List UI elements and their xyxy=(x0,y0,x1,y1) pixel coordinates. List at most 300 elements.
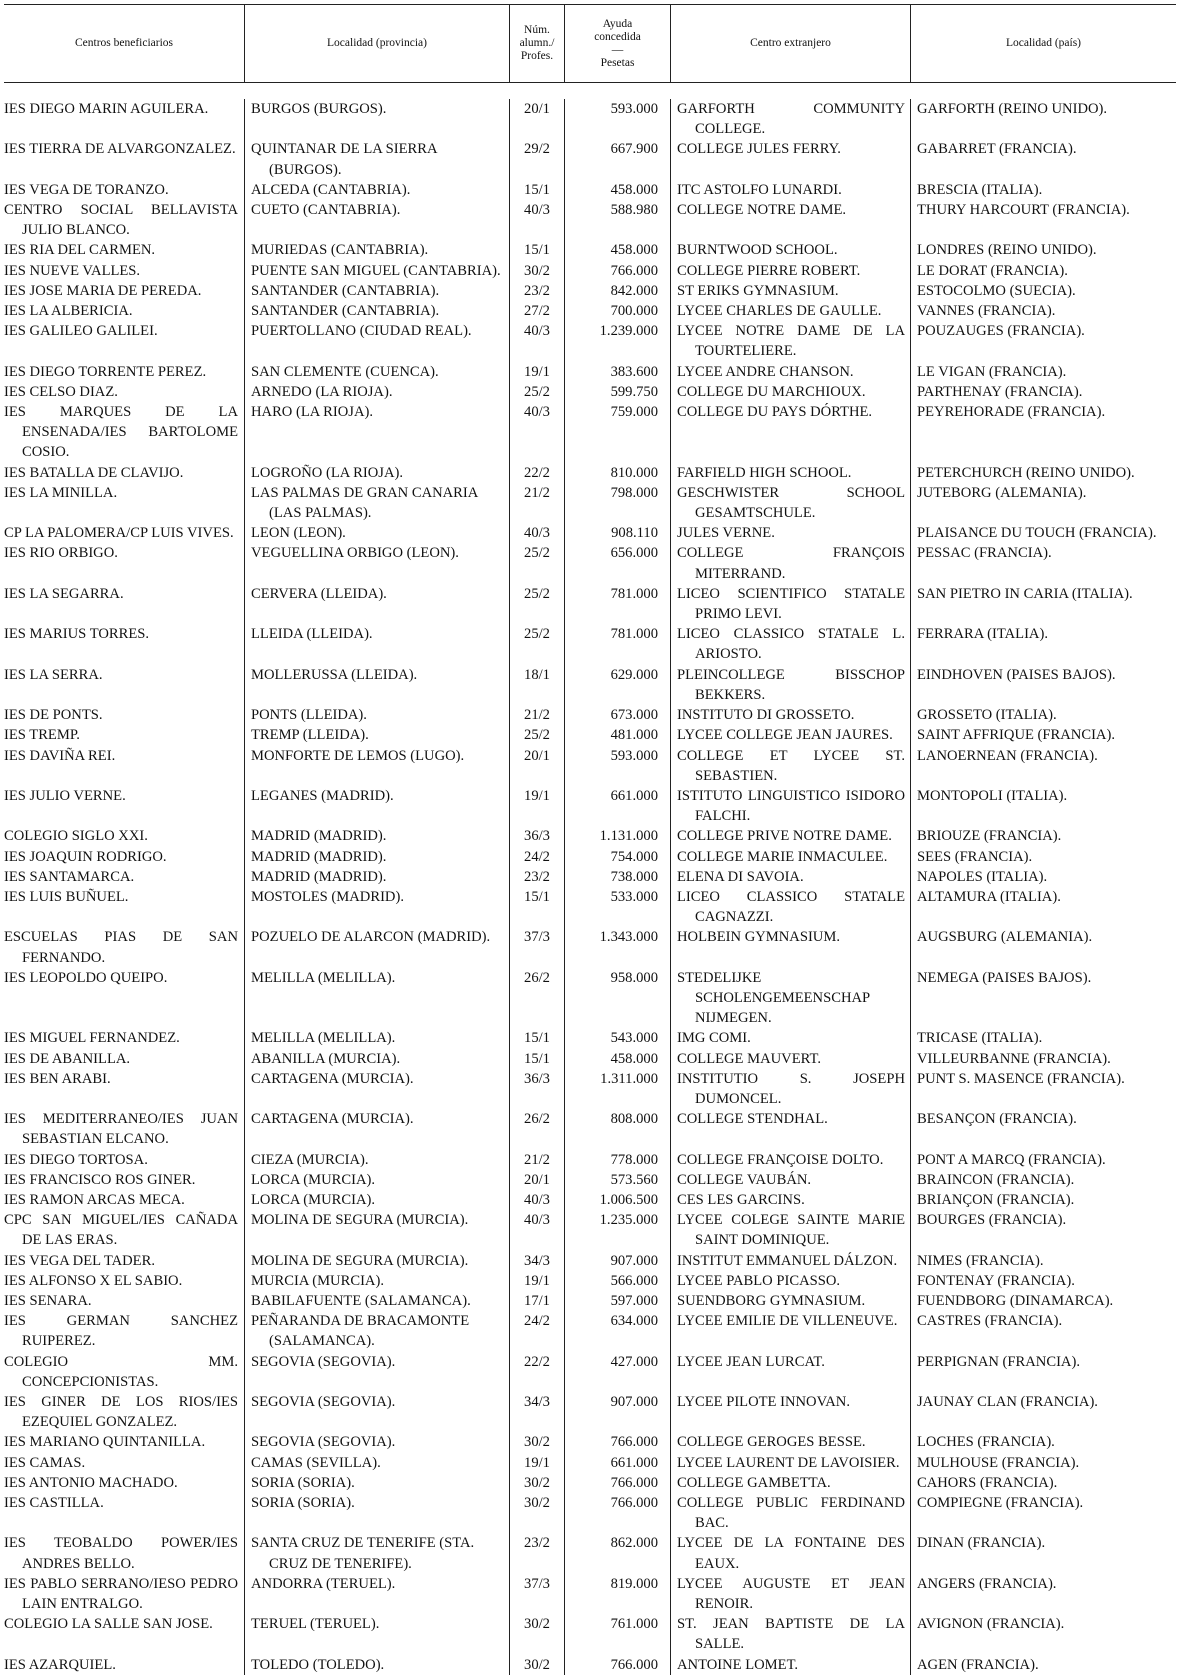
cell-pais: SAN PIETRO IN CARIA (ITALIA). xyxy=(917,585,1133,602)
cell-ayuda: 661.000 xyxy=(610,787,658,804)
cell-num: 40/3 xyxy=(524,1212,550,1229)
cell-extranjero: SUENDBORG GYMNASIUM. xyxy=(677,1292,866,1309)
cell-extranjero: COLLEGE ET LYCEE ST. SEBASTIEN. xyxy=(677,747,905,784)
cell-pais: LANOERNEAN (FRANCIA). xyxy=(917,747,1098,764)
cell-pais: PUNT S. MASENCE (FRANCIA). xyxy=(917,1070,1125,1087)
header-centros: Centros beneficiarios xyxy=(74,37,174,49)
cell-ayuda: 761.000 xyxy=(610,1616,658,1633)
cell-pais: LONDRES (REINO UNIDO). xyxy=(917,242,1097,259)
cell-centro: IES DAVIÑA REI. xyxy=(4,747,116,764)
cell-localidad: PONTS (LLEIDA). xyxy=(251,707,367,724)
cell-num: 23/2 xyxy=(524,282,550,299)
cell-num: 37/3 xyxy=(524,929,550,946)
cell-num: 30/2 xyxy=(524,1474,550,1491)
cell-num: 23/2 xyxy=(524,868,550,885)
cell-ayuda: 1.311.000 xyxy=(600,1070,658,1087)
cell-ayuda: 754.000 xyxy=(610,848,658,865)
cell-localidad: MURIEDAS (CANTABRIA). xyxy=(251,242,429,259)
cell-num: 18/1 xyxy=(524,666,550,683)
cell-centro: IES LA SEGARRA. xyxy=(4,585,124,602)
cell-num: 15/1 xyxy=(524,181,550,198)
cell-centro: IES TREMP. xyxy=(4,727,80,744)
cell-extranjero: COLLEGE MAUVERT. xyxy=(677,1050,821,1067)
cell-extranjero: COLLEGE PIERRE ROBERT. xyxy=(677,262,861,279)
cell-pais: GABARRET (FRANCIA). xyxy=(917,141,1077,158)
cell-ayuda: 798.000 xyxy=(610,484,658,501)
cell-pais: PERPIGNAN (FRANCIA). xyxy=(917,1353,1080,1370)
cell-extranjero: LYCEE CHARLES DE GAULLE. xyxy=(677,303,882,320)
cell-ayuda: 808.000 xyxy=(610,1111,658,1128)
cell-ayuda: 661.000 xyxy=(610,1454,658,1471)
cell-extranjero: ITC ASTOLFO LUNARDI. xyxy=(677,181,842,198)
cell-extranjero: ST ERIKS GYMNASIUM. xyxy=(677,282,839,299)
cell-extranjero: COLLEGE STENDHAL. xyxy=(677,1111,828,1128)
cell-centro: IES LUIS BUÑUEL. xyxy=(4,888,129,905)
cell-ayuda: 766.000 xyxy=(610,1495,658,1512)
cell-ayuda: 766.000 xyxy=(610,262,658,279)
column-extranjero xyxy=(670,99,910,1675)
cell-ayuda: 908.110 xyxy=(611,525,658,542)
column-ayuda xyxy=(564,99,670,1675)
cell-num: 25/2 xyxy=(524,383,550,400)
cell-num: 36/3 xyxy=(524,828,550,845)
cell-ayuda: 781.000 xyxy=(610,585,658,602)
cell-pais: JUTEBORG (ALEMANIA). xyxy=(917,484,1087,501)
cell-centro: IES LA SERRA. xyxy=(4,666,103,683)
cell-ayuda: 958.000 xyxy=(610,969,658,986)
cell-centro: IES RIO ORBIGO. xyxy=(4,545,118,562)
table-body xyxy=(4,83,1176,1675)
cell-localidad: SORIA (SORIA). xyxy=(251,1495,355,1512)
cell-localidad: BURGOS (BURGOS). xyxy=(251,101,387,117)
cell-extranjero: INSTITUTIO S. JOSEPH DUMONCEL. xyxy=(677,1070,905,1107)
cell-localidad: PUERTOLLANO (CIUDAD REAL). xyxy=(251,323,472,340)
cell-ayuda: 1.131.000 xyxy=(599,828,658,845)
cell-pais: AGEN (FRANCIA). xyxy=(917,1656,1039,1673)
cell-centro: IES FRANCISCO ROS GINER. xyxy=(4,1171,196,1188)
cell-num: 22/2 xyxy=(524,464,550,481)
cell-extranjero: COLLEGE DU PAYS DÓRTHE. xyxy=(677,404,873,421)
cell-num: 24/2 xyxy=(524,848,550,865)
cell-ayuda: 842.000 xyxy=(610,282,658,299)
cell-localidad: MADRID (MADRID). xyxy=(251,868,387,885)
cell-num: 36/3 xyxy=(524,1070,550,1087)
cell-num: 20/1 xyxy=(524,747,550,764)
cell-num: 25/2 xyxy=(524,585,550,602)
cell-num: 29/2 xyxy=(524,141,550,158)
cell-centro: IES BATALLA DE CLAVIJO. xyxy=(4,464,184,481)
cell-pais: VILLEURBANNE (FRANCIA). xyxy=(917,1050,1111,1067)
cell-centro: IES BEN ARABI. xyxy=(4,1070,111,1087)
header-ayuda-line2: concedida xyxy=(594,30,641,43)
column-localidad xyxy=(244,99,509,1675)
cell-num: 19/1 xyxy=(524,787,550,804)
cell-centro: CPC SAN MIGUEL/IES CAÑADA DE LAS ERAS. xyxy=(4,1212,238,1249)
cell-num: 40/3 xyxy=(524,323,550,340)
cell-extranjero: GARFORTH COMMUNITY COLLEGE. xyxy=(677,101,905,138)
cell-ayuda: 593.000 xyxy=(610,747,658,764)
cell-centro: IES MARIANO QUINTANILLA. xyxy=(4,1434,206,1451)
cell-ayuda: 593.000 xyxy=(610,101,658,117)
cell-localidad: CARTAGENA (MURCIA). xyxy=(251,1111,414,1128)
cell-localidad: SORIA (SORIA). xyxy=(251,1474,355,1491)
cell-ayuda: 1.006.500 xyxy=(599,1191,658,1208)
cell-centro: IES SENARA. xyxy=(4,1292,92,1309)
cell-num: 21/2 xyxy=(524,707,550,724)
cell-extranjero: INSTITUTO DI GROSSETO. xyxy=(677,707,855,724)
cell-pais: JAUNAY CLAN (FRANCIA). xyxy=(917,1394,1098,1410)
cell-localidad: CAMAS (SEVILLA). xyxy=(251,1454,381,1471)
cell-centro: IES MARIUS TORRES. xyxy=(4,626,150,643)
cell-extranjero: COLLEGE FRANÇOISE DOLTO. xyxy=(677,1151,884,1168)
cell-centro: IES ANTONIO MACHADO. xyxy=(4,1474,178,1491)
cell-localidad: SEGOVIA (SEGOVIA). xyxy=(251,1394,396,1410)
cell-localidad: SANTANDER (CANTABRIA). xyxy=(251,282,440,299)
header-num-line3: Profes. xyxy=(520,50,554,62)
cell-localidad: SEGOVIA (SEGOVIA). xyxy=(251,1353,396,1370)
cell-extranjero: COLLEGE PRIVE NOTRE DAME. xyxy=(677,828,892,845)
cell-extranjero: LYCEE DE LA FONTAINE DES EAUX. xyxy=(677,1535,905,1572)
cell-localidad: ABANILLA (MURCIA). xyxy=(251,1050,401,1067)
cell-ayuda: 629.000 xyxy=(610,666,658,683)
cell-centro: IES DE PONTS. xyxy=(4,707,103,724)
cell-pais: BESANÇON (FRANCIA). xyxy=(917,1111,1077,1128)
cell-centro: IES DIEGO MARIN AGUILERA. xyxy=(4,101,209,117)
cell-num: 15/1 xyxy=(524,888,550,905)
cell-pais: EINDHOVEN (PAISES BAJOS). xyxy=(917,666,1116,683)
cell-ayuda: 481.000 xyxy=(610,727,658,744)
cell-pais: PARTHENAY (FRANCIA). xyxy=(917,383,1083,400)
column-pais xyxy=(910,99,1176,1675)
cell-localidad: MURCIA (MURCIA). xyxy=(251,1272,384,1289)
cell-ayuda: 1.239.000 xyxy=(599,323,658,340)
cell-localidad: MELILLA (MELILLA). xyxy=(251,969,396,986)
cell-centro: IES GALILEO GALILEI. xyxy=(4,323,158,340)
header-ayuda-line4: Pesetas xyxy=(600,56,635,69)
cell-ayuda: 1.235.000 xyxy=(599,1212,658,1229)
cell-num: 30/2 xyxy=(524,262,550,279)
cell-pais: BRESCIA (ITALIA). xyxy=(917,181,1043,198)
header-localidad: Localidad (provincia) xyxy=(244,5,509,82)
cell-num: 20/1 xyxy=(524,1171,550,1188)
cell-localidad: MADRID (MADRID). xyxy=(251,848,387,865)
cell-localidad: MOLLERUSSA (LLEIDA). xyxy=(251,666,418,683)
cell-centro: IES DIEGO TORRENTE PEREZ. xyxy=(4,363,207,380)
cell-localidad: MOLINA DE SEGURA (MURCIA). xyxy=(251,1212,469,1229)
cell-ayuda: 738.000 xyxy=(610,868,658,885)
cell-pais: AVIGNON (FRANCIA). xyxy=(917,1616,1065,1633)
cell-pais: PESSAC (FRANCIA). xyxy=(917,545,1052,562)
cell-pais: DINAN (FRANCIA). xyxy=(917,1535,1046,1552)
cell-localidad: VEGUELLINA ORBIGO (LEON). xyxy=(251,545,459,562)
cell-localidad: BABILAFUENTE (SALAMANCA). xyxy=(251,1292,471,1309)
cell-extranjero: LYCEE NOTRE DAME DE LA TOURTELIERE. xyxy=(677,323,905,360)
cell-ayuda: 667.900 xyxy=(610,141,658,158)
cell-extranjero: LYCEE COLEGE SAINTE MARIE SAINT DOMINIQUE. xyxy=(677,1212,905,1249)
cell-pais: FONTENAY (FRANCIA). xyxy=(917,1272,1075,1289)
cell-localidad: SEGOVIA (SEGOVIA). xyxy=(251,1434,396,1451)
cell-ayuda: 907.000 xyxy=(610,1394,658,1410)
cell-centro: IES TIERRA DE ALVARGONZALEZ. xyxy=(4,141,236,158)
cell-extranjero: LICEO CLASSICO STATALE L. ARIOSTO. xyxy=(677,626,905,663)
cell-ayuda: 766.000 xyxy=(610,1474,658,1491)
cell-localidad: PUENTE SAN MIGUEL (CANTABRIA). xyxy=(251,262,501,279)
header-num xyxy=(509,5,564,82)
cell-num: 23/2 xyxy=(524,1535,550,1552)
cell-num: 15/1 xyxy=(524,1030,550,1047)
cell-centro: IES AZARQUIEL. xyxy=(4,1656,116,1673)
cell-centro: IES CAMAS. xyxy=(4,1454,86,1471)
cell-extranjero: COLLEGE FRANÇOIS MITERRAND. xyxy=(677,545,905,582)
cell-centro: IES VEGA DE TORANZO. xyxy=(4,181,169,198)
cell-extranjero: COLLEGE PUBLIC FERDINAND BAC. xyxy=(677,1495,905,1532)
cell-num: 25/2 xyxy=(524,545,550,562)
cell-extranjero: LYCEE PILOTE INNOVAN. xyxy=(677,1394,850,1410)
cell-centro: IES NUEVE VALLES. xyxy=(4,262,141,279)
cell-centro: IES MARQUES DE LA ENSENADA/IES BARTOLOME COSIO. xyxy=(4,404,238,461)
cell-num: 37/3 xyxy=(524,1575,550,1592)
cell-centro: IES JOSE MARIA DE PEREDA. xyxy=(4,282,202,299)
cell-num: 15/1 xyxy=(524,1050,550,1067)
header-extranjero: Centro extranjero xyxy=(670,5,910,82)
cell-localidad: CERVERA (LLEIDA). xyxy=(251,585,387,602)
cell-ayuda: 427.000 xyxy=(610,1353,658,1370)
header-pais: Localidad (país) xyxy=(910,5,1176,82)
cell-centro: IES DIEGO TORTOSA. xyxy=(4,1151,148,1168)
cell-extranjero: CES LES GARCINS. xyxy=(677,1191,805,1208)
cell-centro: COLEGIO MM. CONCEPCIONISTAS. xyxy=(4,1353,238,1390)
cell-num: 40/3 xyxy=(524,202,550,219)
cell-pais: ANGERS (FRANCIA). xyxy=(917,1575,1057,1592)
cell-localidad: MADRID (MADRID). xyxy=(251,828,387,845)
cell-extranjero: LYCEE PABLO PICASSO. xyxy=(677,1272,841,1289)
cell-localidad: HARO (LA RIOJA). xyxy=(251,404,374,421)
cell-localidad: POZUELO DE ALARCON (MADRID). xyxy=(251,929,491,946)
cell-localidad: PEÑARANDA DE BRACAMONTE (SALAMANCA). xyxy=(251,1313,470,1350)
cell-ayuda: 597.000 xyxy=(610,1292,658,1309)
cell-extranjero: LYCEE COLLEGE JEAN JAURES. xyxy=(677,727,893,744)
cell-pais: FUENDBORG (DINAMARCA). xyxy=(917,1292,1114,1309)
cell-pais: LE DORAT (FRANCIA). xyxy=(917,262,1068,279)
cell-centro: IES PABLO SERRANO/IESO PEDRO LAIN ENTRALGO. xyxy=(4,1575,238,1613)
header-num-line2: alumn./ xyxy=(519,37,555,49)
cell-extranjero: BURNTWOOD SCHOOL. xyxy=(677,242,838,259)
cell-centro: IES TEOBALDO POWER/IES ANDRES BELLO. xyxy=(4,1535,238,1572)
cell-pais: PONT A MARCQ (FRANCIA). xyxy=(917,1151,1106,1168)
cell-centro: IES ALFONSO X EL SABIO. xyxy=(4,1272,183,1289)
cell-extranjero: JULES VERNE. xyxy=(677,525,775,542)
cell-ayuda: 458.000 xyxy=(610,181,658,198)
cell-num: 21/2 xyxy=(524,1151,550,1168)
column-num xyxy=(509,99,564,1675)
column-centros xyxy=(4,99,244,1675)
cell-pais: TRICASE (ITALIA). xyxy=(917,1030,1043,1047)
cell-ayuda: 573.560 xyxy=(610,1171,658,1188)
header-ayuda-line1: Ayuda xyxy=(602,17,633,30)
cell-pais: THURY HARCOURT (FRANCIA). xyxy=(917,202,1130,219)
cell-pais: COMPIEGNE (FRANCIA). xyxy=(917,1495,1084,1512)
cell-localidad: CARTAGENA (MURCIA). xyxy=(251,1070,414,1087)
cell-ayuda: 656.000 xyxy=(610,545,658,562)
cell-extranjero: ISTITUTO LINGUISTICO ISIDORO FALCHI. xyxy=(677,787,905,825)
cell-num: 15/1 xyxy=(524,242,550,259)
cell-localidad: LORCA (MURCIA). xyxy=(251,1171,376,1188)
cell-pais: LOCHES (FRANCIA). xyxy=(917,1434,1055,1451)
cell-centro: IES CELSO DIAZ. xyxy=(4,383,118,400)
cell-pais: CASTRES (FRANCIA). xyxy=(917,1313,1063,1330)
cell-pais: AUGSBURG (ALEMANIA). xyxy=(917,929,1093,946)
cell-ayuda: 383.600 xyxy=(610,363,658,380)
cell-extranjero: STEDELIJKE SCHOLENGEMEENSCHAP NIJMEGEN. xyxy=(677,969,871,1027)
cell-ayuda: 458.000 xyxy=(610,1050,658,1067)
cell-extranjero: LICEO SCIENTIFICO STATALE PRIMO LEVI. xyxy=(677,585,905,623)
cell-centro: IES CASTILLA. xyxy=(4,1495,104,1512)
cell-extranjero: LYCEE LAURENT DE LAVOISIER. xyxy=(677,1454,900,1471)
cell-num: 22/2 xyxy=(524,1353,550,1370)
cell-localidad: LAS PALMAS DE GRAN CANARIA (LAS PALMAS). xyxy=(251,484,478,522)
cell-centro: IES RAMON ARCAS MECA. xyxy=(4,1191,185,1208)
cell-num: 21/2 xyxy=(524,484,550,501)
cell-ayuda: 700.000 xyxy=(610,303,658,320)
cell-localidad: LORCA (MURCIA). xyxy=(251,1191,376,1208)
cell-centro: IES GERMAN SANCHEZ RUIPEREZ. xyxy=(4,1313,238,1350)
cell-pais: MULHOUSE (FRANCIA). xyxy=(917,1454,1080,1471)
cell-pais: NEMEGA (PAISES BAJOS). xyxy=(917,969,1092,986)
cell-ayuda: 766.000 xyxy=(610,1656,658,1673)
header-ayuda xyxy=(564,5,670,82)
cell-centro: IES LA MINILLA. xyxy=(4,484,118,501)
cell-num: 26/2 xyxy=(524,1111,550,1128)
cell-extranjero: COLLEGE DU MARCHIOUX. xyxy=(677,383,866,400)
cell-extranjero: ELENA DI SAVOIA. xyxy=(677,868,804,885)
cell-extranjero: COLLEGE JULES FERRY. xyxy=(677,141,841,158)
cell-num: 34/3 xyxy=(524,1252,550,1269)
cell-extranjero: LYCEE ANDRE CHANSON. xyxy=(677,363,854,380)
cell-num: 19/1 xyxy=(524,1272,550,1289)
cell-pais: POUZAUGES (FRANCIA). xyxy=(917,323,1085,340)
cell-pais: BOURGES (FRANCIA). xyxy=(917,1212,1067,1229)
header-num-line1: Núm. xyxy=(524,24,550,36)
cell-pais: ALTAMURA (ITALIA). xyxy=(917,888,1061,905)
cell-num: 20/1 xyxy=(524,101,550,117)
cell-extranjero: INSTITUT EMMANUEL DÁLZON. xyxy=(677,1252,898,1269)
cell-num: 26/2 xyxy=(524,969,550,986)
cell-extranjero: COLLEGE NOTRE DAME. xyxy=(677,202,847,219)
cell-num: 25/2 xyxy=(524,727,550,744)
cell-extranjero: ST. JEAN BAPTISTE DE LA SALLE. xyxy=(677,1616,905,1653)
cell-centro: IES LA ALBERICIA. xyxy=(4,303,133,320)
cell-ayuda: 458.000 xyxy=(610,242,658,259)
cell-localidad: SANTANDER (CANTABRIA). xyxy=(251,303,440,320)
cell-localidad: LEGANES (MADRID). xyxy=(251,787,394,804)
cell-localidad: LEON (LEON). xyxy=(251,525,346,542)
cell-centro: CENTRO SOCIAL BELLAVISTA JULIO BLANCO. xyxy=(4,202,238,239)
cell-centro: IES VEGA DEL TADER. xyxy=(4,1252,155,1269)
cell-localidad: ARNEDO (LA RIOJA). xyxy=(251,383,393,400)
cell-num: 40/3 xyxy=(524,1191,550,1208)
cell-num: 30/2 xyxy=(524,1616,550,1633)
cell-num: 17/1 xyxy=(524,1292,550,1309)
cell-centro: IES DE ABANILLA. xyxy=(4,1050,131,1067)
document-page xyxy=(4,4,1176,1675)
cell-ayuda: 781.000 xyxy=(610,626,658,643)
cell-ayuda: 634.000 xyxy=(610,1313,658,1330)
cell-centro: IES JOAQUIN RODRIGO. xyxy=(4,848,167,865)
cell-centro: IES MEDITERRANEO/IES JUAN SEBASTIAN ELCANO. xyxy=(4,1111,238,1148)
cell-pais: GROSSETO (ITALIA). xyxy=(917,707,1057,724)
cell-pais: NAPOLES (ITALIA). xyxy=(917,868,1048,885)
cell-localidad: MONFORTE DE LEMOS (LUGO). xyxy=(251,747,465,764)
cell-pais: BRAINCON (FRANCIA). xyxy=(917,1171,1075,1188)
cell-ayuda: 543.000 xyxy=(610,1030,658,1047)
cell-ayuda: 759.000 xyxy=(610,404,658,421)
cell-pais: PLAISANCE DU TOUCH (FRANCIA). xyxy=(917,525,1157,542)
cell-ayuda: 673.000 xyxy=(610,707,658,724)
cell-extranjero: IMG COMI. xyxy=(677,1030,751,1047)
cell-pais: PEYREHORADE (FRANCIA). xyxy=(917,404,1106,421)
cell-ayuda: 599.750 xyxy=(610,383,658,400)
cell-localidad: ALCEDA (CANTABRIA). xyxy=(251,181,411,198)
cell-num: 40/3 xyxy=(524,525,550,542)
cell-num: 19/1 xyxy=(524,1454,550,1471)
cell-localidad: LOGROÑO (LA RIOJA). xyxy=(251,464,404,481)
cell-ayuda: 862.000 xyxy=(610,1535,658,1552)
cell-extranjero: LYCEE JEAN LURCAT. xyxy=(677,1353,825,1370)
cell-centro: ESCUELAS PIAS DE SAN FERNANDO. xyxy=(4,929,238,966)
cell-localidad: ANDORRA (TERUEL). xyxy=(251,1575,396,1592)
cell-pais: PETERCHURCH (REINO UNIDO). xyxy=(917,464,1135,481)
cell-centro: COLEGIO SIGLO XXI. xyxy=(4,828,148,845)
cell-pais: GARFORTH (REINO UNIDO). xyxy=(917,101,1108,117)
cell-centro: IES JULIO VERNE. xyxy=(4,787,126,804)
cell-extranjero: COLLEGE VAUBÁN. xyxy=(677,1171,812,1188)
cell-extranjero: LYCEE AUGUSTE ET JEAN RENOIR. xyxy=(677,1575,905,1613)
cell-num: 25/2 xyxy=(524,626,550,643)
cell-num: 19/1 xyxy=(524,363,550,380)
cell-extranjero: LICEO CLASSICO STATALE CAGNAZZI. xyxy=(677,888,905,926)
cell-ayuda: 819.000 xyxy=(610,1575,658,1592)
cell-extranjero: FARFIELD HIGH SCHOOL. xyxy=(677,464,852,481)
cell-pais: CAHORS (FRANCIA). xyxy=(917,1474,1058,1491)
cell-pais: VANNES (FRANCIA). xyxy=(917,303,1056,320)
cell-centro: IES GINER DE LOS RIOS/IES EZEQUIEL GONZALEZ. xyxy=(4,1394,238,1431)
cell-localidad: SAN CLEMENTE (CUENCA). xyxy=(251,363,439,380)
cell-pais: BRIOUZE (FRANCIA). xyxy=(917,828,1062,845)
cell-centro: IES LEOPOLDO QUEIPO. xyxy=(4,969,168,986)
cell-pais: BRIANÇON (FRANCIA). xyxy=(917,1191,1075,1208)
cell-extranjero: PLEINCOLLEGE BISSCHOP BEKKERS. xyxy=(677,666,905,703)
cell-extranjero: COLLEGE MARIE INMACULEE. xyxy=(677,848,888,865)
cell-extranjero: COLLEGE GEROGES BESSE. xyxy=(677,1434,866,1451)
cell-localidad: TERUEL (TERUEL). xyxy=(251,1616,380,1633)
cell-localidad: MELILLA (MELILLA). xyxy=(251,1030,396,1047)
cell-centro: IES RIA DEL CARMEN. xyxy=(4,242,156,259)
cell-localidad: CUETO (CANTABRIA). xyxy=(251,202,401,219)
cell-extranjero: ANTOINE LOMET. xyxy=(677,1656,799,1673)
cell-ayuda: 533.000 xyxy=(610,888,658,905)
cell-pais: ESTOCOLMO (SUECIA). xyxy=(917,282,1076,299)
cell-localidad: SANTA CRUZ DE TENERIFE (STA. CRUZ DE TENERIFE). xyxy=(251,1535,475,1572)
cell-num: 34/3 xyxy=(524,1394,550,1410)
cell-num: 30/2 xyxy=(524,1495,550,1512)
cell-localidad: CIEZA (MURCIA). xyxy=(251,1151,369,1168)
cell-localidad: TREMP (LLEIDA). xyxy=(251,727,369,744)
cell-ayuda: 778.000 xyxy=(610,1151,658,1168)
cell-ayuda: 566.000 xyxy=(610,1272,658,1289)
cell-num: 40/3 xyxy=(524,404,550,421)
cell-num: 27/2 xyxy=(524,303,550,320)
cell-localidad: TOLEDO (TOLEDO). xyxy=(251,1656,385,1673)
